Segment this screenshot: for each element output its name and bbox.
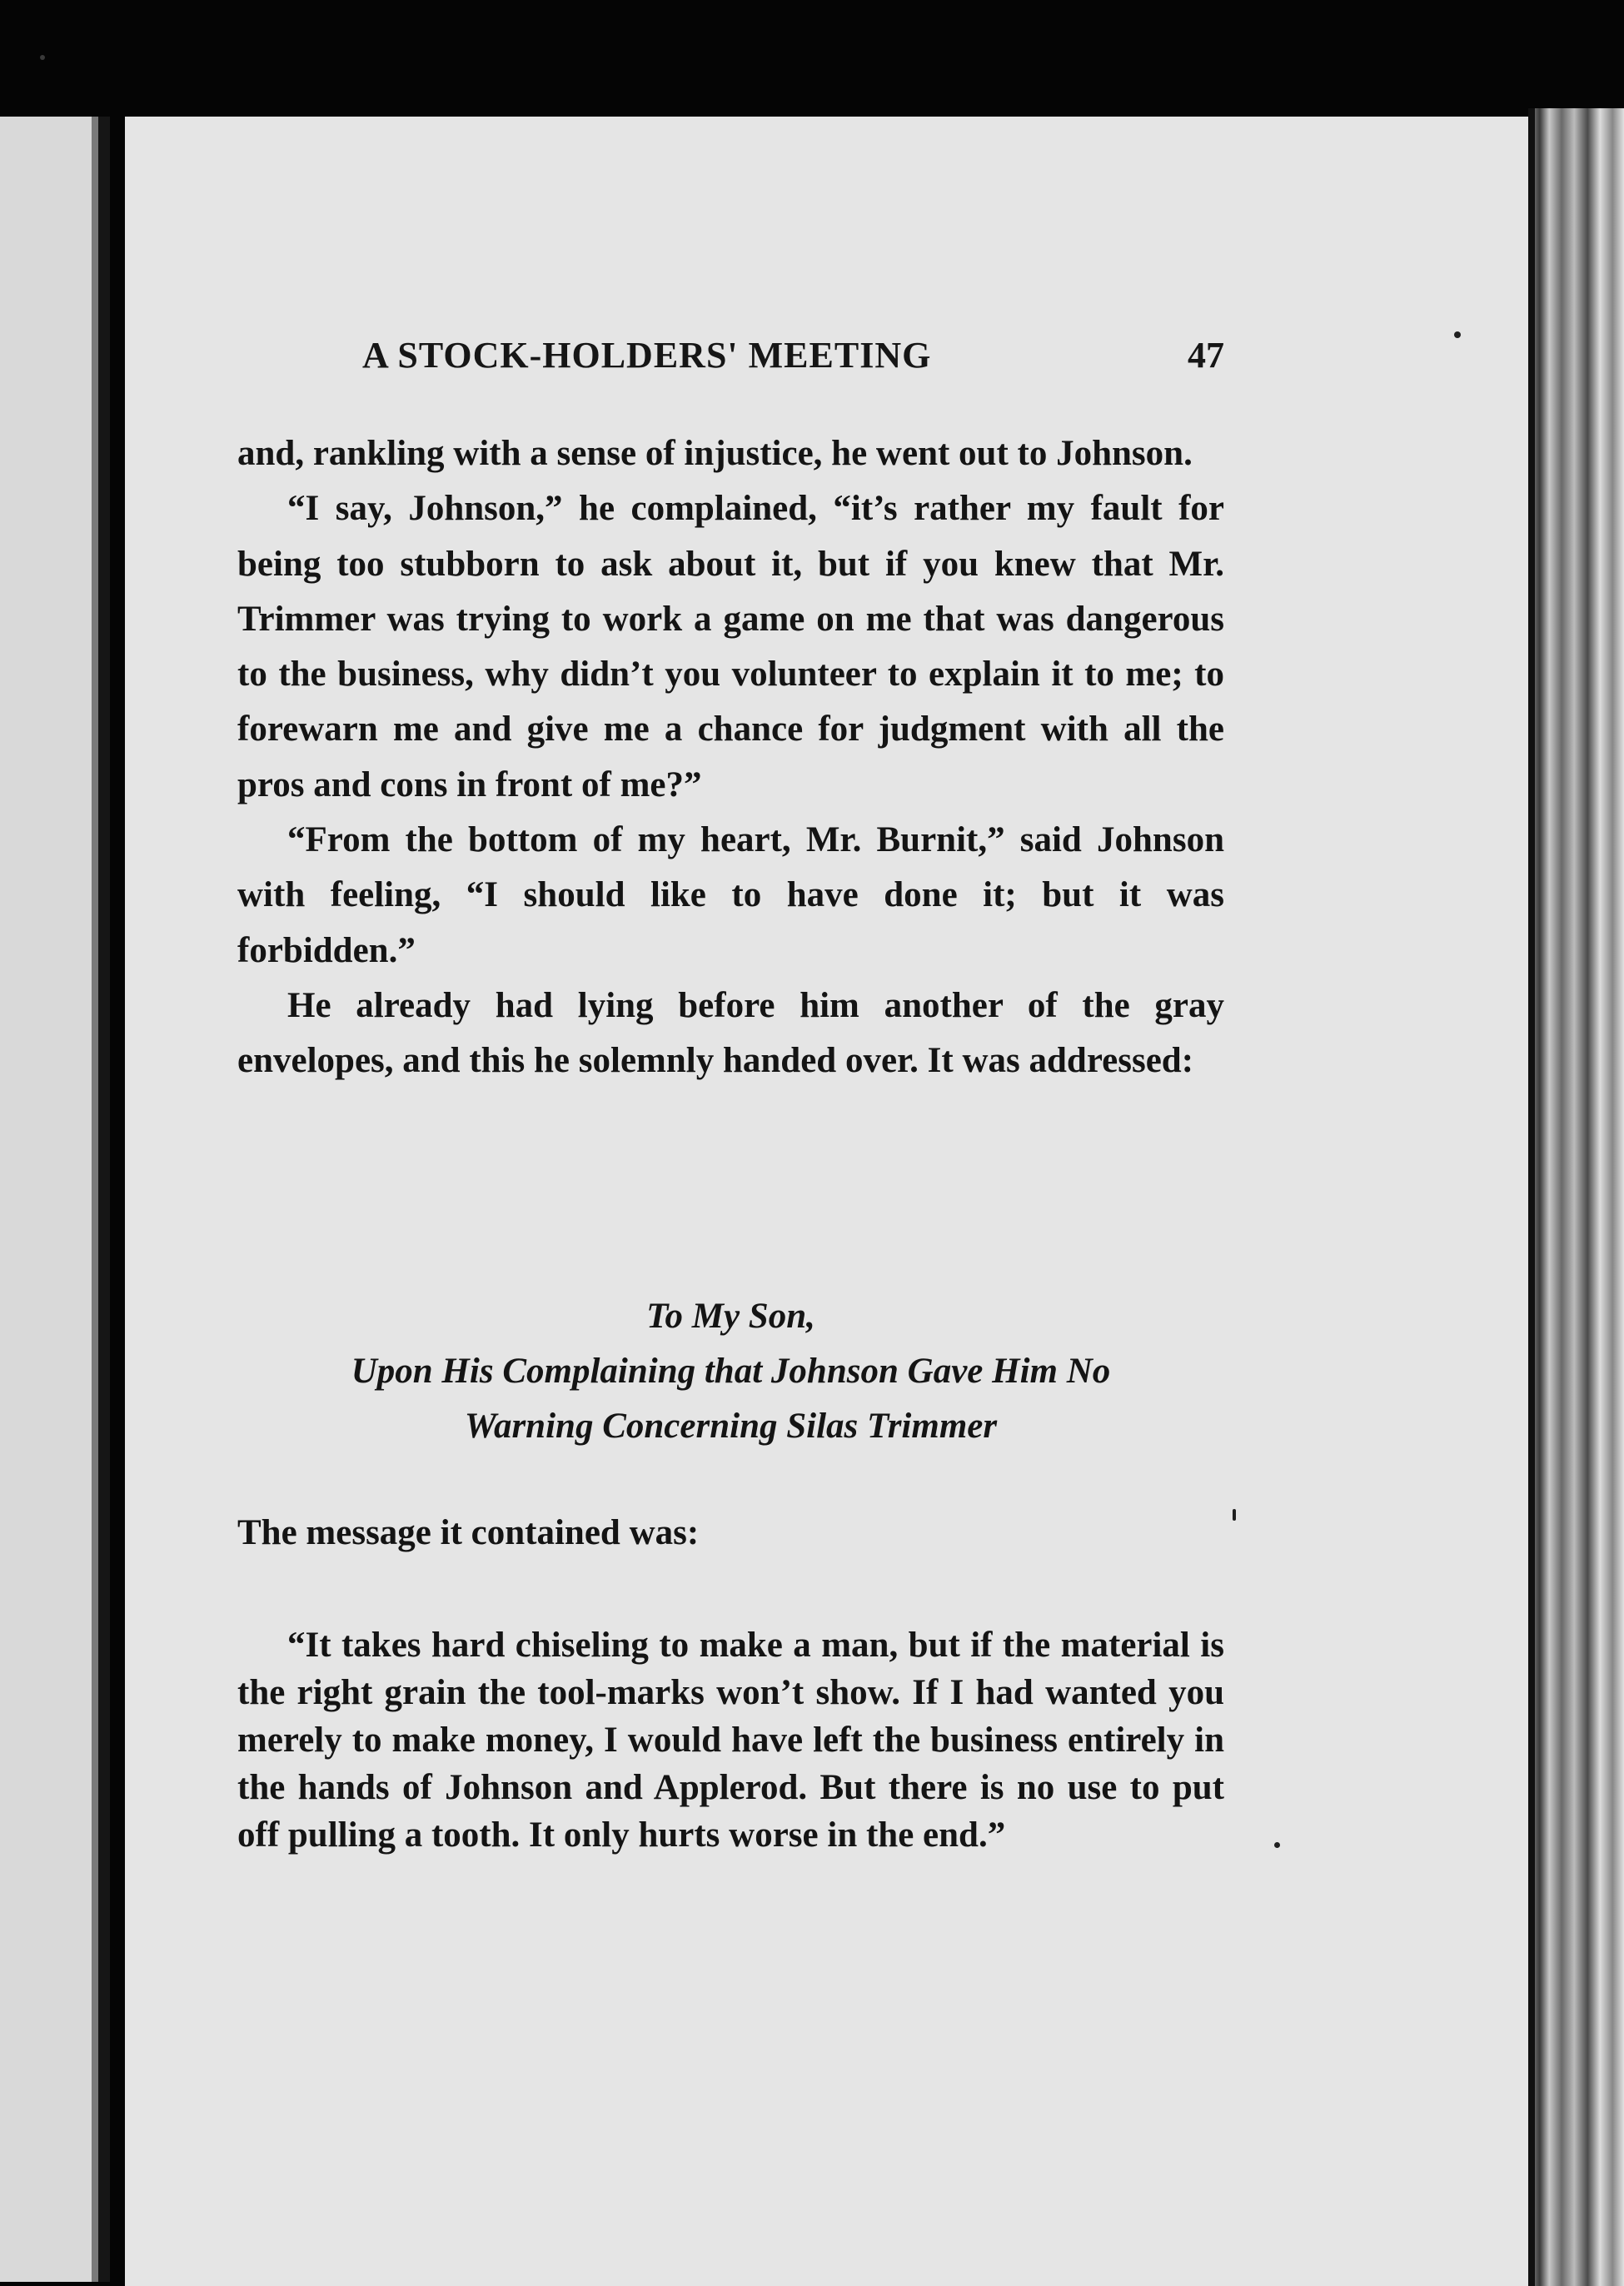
paragraph: He already had lying before him another of the gray envelopes, and this he solemnly handed over. It was addressed:: [237, 985, 1224, 1081]
dedication-line: Upon His Complaining that Johnson Gave Him No: [351, 1352, 1111, 1391]
dedication-line: Warning Concerning Silas Trimmer: [464, 1407, 998, 1446]
body-text: [237, 426, 1224, 1089]
paragraph: “From the bottom of my heart, Mr. Burnit,” said Johnson with feeling, “I should like to have done it; but it was forbidden.”: [237, 820, 1224, 970]
scan-speck: [1454, 331, 1461, 338]
paragraph: “I say, Johnson,” he complained, “it’s rather my fault for being too stubborn to ask about it, but if you knew that Mr. Trimmer was trying to work a game on me that was dangerous to the business, why didn’t you volunteer to explain it to me; to forewarn me and give me a chance for judgment with all the pros and cons in front of me?”: [237, 489, 1224, 804]
scan-speck: [1274, 1842, 1280, 1848]
scan-speck: [40, 55, 45, 60]
dedication-line: To My Son,: [646, 1297, 815, 1336]
quoted-message: “It takes hard chiseling to make a man, but if the material is the right grain the tool-marks won’t show. If I had wanted you merely to make money, I would have left the business entirely in the hands of Johnson and Applerod. But there is no use to put off pulling a tooth. It only hurts worse in the end.”: [237, 1626, 1224, 1855]
page-header: [362, 329, 1224, 387]
paragraph: and, rankling with a sense of injustice, he went out to Johnson.: [237, 434, 1193, 473]
page-number: 47: [1188, 335, 1224, 376]
running-head: A STOCK-HOLDERS' MEETING: [362, 335, 932, 376]
message-intro: The message it contained was:: [237, 1513, 700, 1552]
dedication-heading: [237, 1289, 1224, 1454]
page-stack-edge: [1528, 108, 1624, 2286]
scan-speck: [1233, 1509, 1236, 1521]
facing-page-edge: [0, 117, 110, 2282]
